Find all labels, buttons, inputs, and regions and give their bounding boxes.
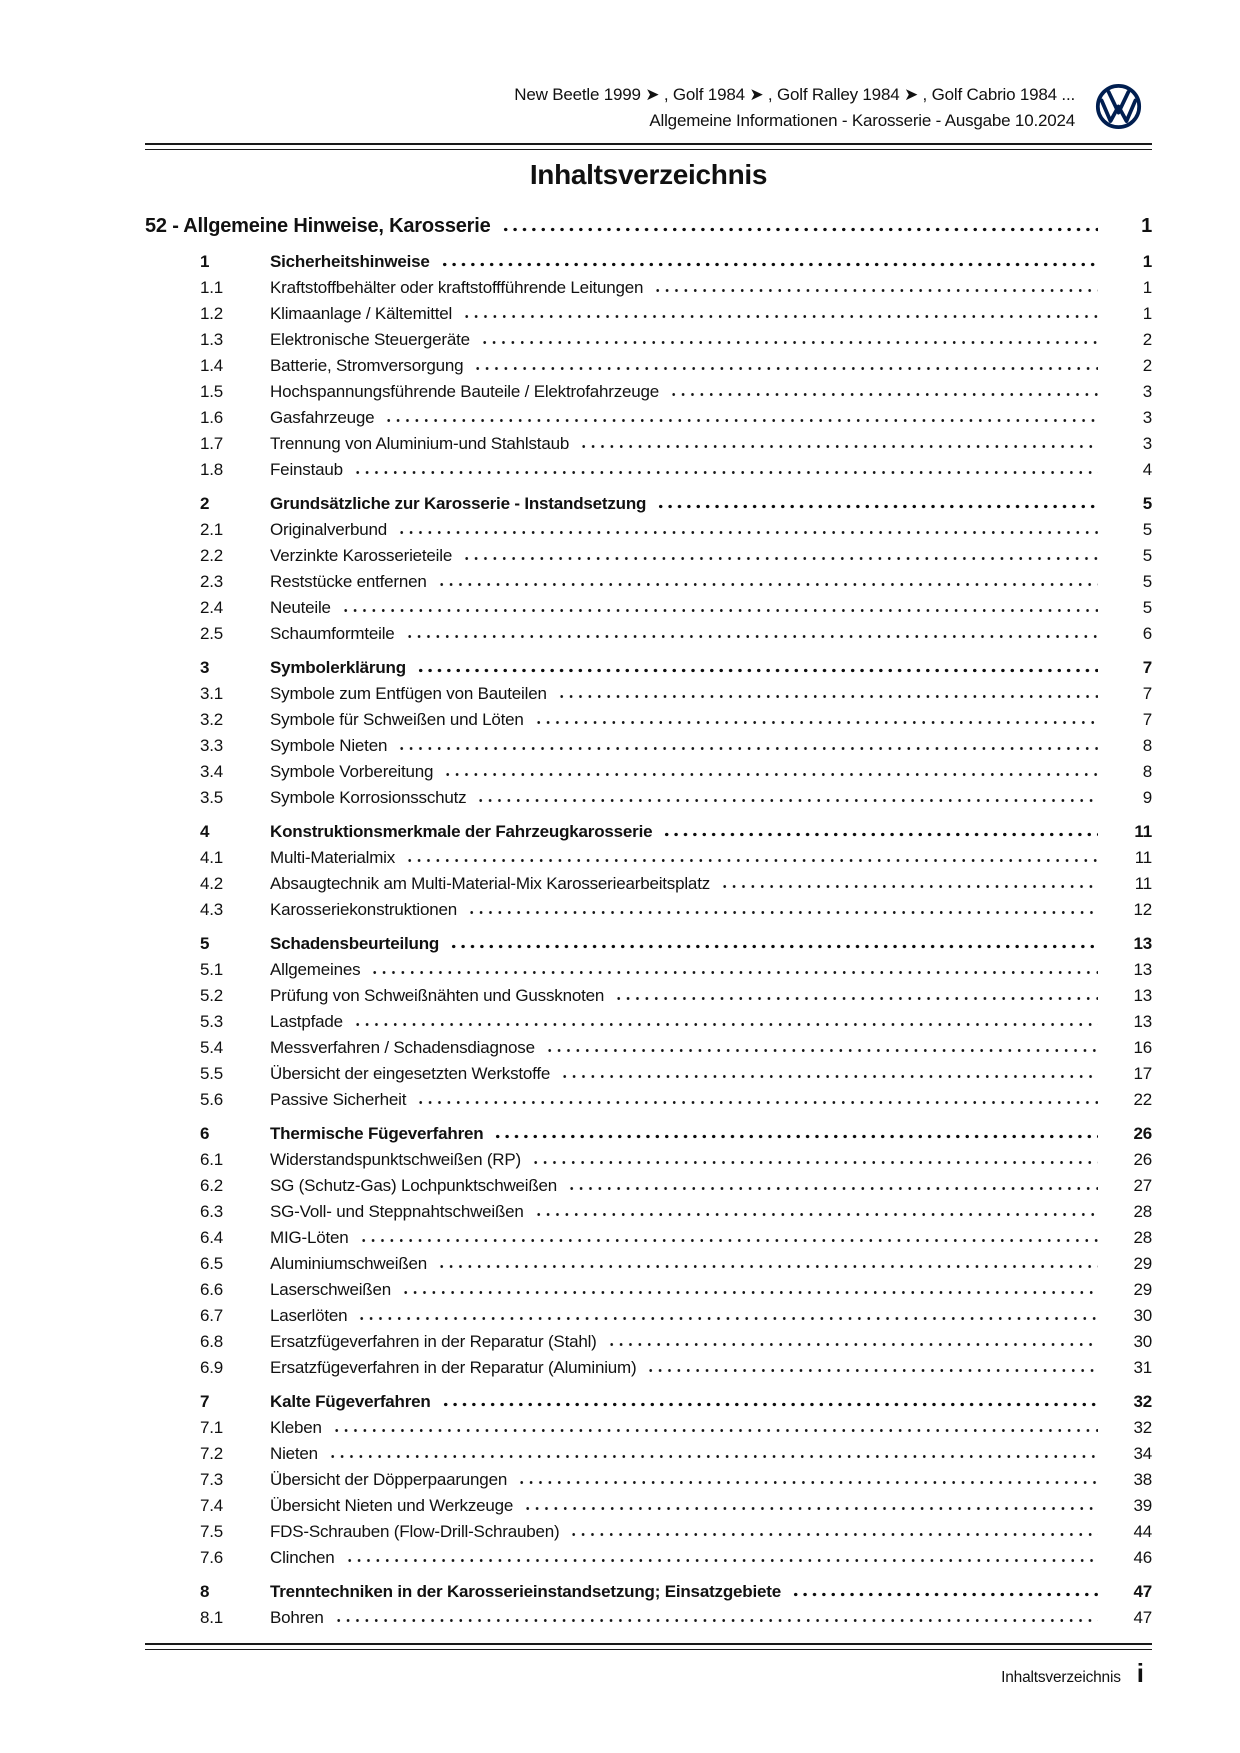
toc-entry-label: Nieten — [270, 1444, 318, 1463]
toc-entry-label: Übersicht der Döpperpaarungen — [270, 1470, 508, 1489]
toc-entry-page: 32 — [1133, 1392, 1152, 1411]
dot-leader — [529, 1160, 1098, 1165]
toc-entry-page: 1 — [1142, 278, 1152, 297]
toc-entry-label: Elektronische Steuergeräte — [270, 330, 470, 349]
toc-chapter[interactable] — [145, 214, 1152, 238]
dot-leader — [465, 910, 1098, 915]
toc-entry[interactable] — [200, 1392, 1152, 1412]
dot-leader — [355, 1316, 1098, 1321]
toc-entry[interactable] — [200, 1202, 1152, 1222]
toc-entry-page: 2 — [1142, 356, 1152, 375]
dot-leader — [441, 772, 1098, 777]
toc-entry-label: Schaumformteile — [270, 624, 395, 643]
dot-leader — [403, 634, 1098, 639]
volkswagen-logo-icon — [1095, 83, 1142, 130]
toc-entry-number: 1.2 — [200, 304, 224, 323]
toc-entry-label: Symbole Korrosionsschutz — [270, 788, 467, 807]
toc-entry-number: 3.5 — [200, 788, 224, 807]
toc-entry-page: 11 — [1134, 848, 1152, 867]
dot-leader — [478, 340, 1098, 345]
toc-entry[interactable] — [200, 1012, 1152, 1032]
toc-entry-page: 26 — [1133, 1150, 1152, 1169]
toc-entry[interactable] — [200, 1064, 1152, 1084]
toc-entry-number: 1 — [200, 252, 210, 271]
toc-entry[interactable] — [200, 1332, 1152, 1352]
toc-entry-page: 22 — [1133, 1090, 1152, 1109]
dot-leader — [521, 1506, 1098, 1511]
table-of-contents — [145, 214, 1152, 1628]
toc-entry[interactable] — [200, 1470, 1152, 1490]
dot-leader — [718, 884, 1098, 889]
toc-entry-page: 5 — [1142, 494, 1152, 513]
toc-entry-number: 8 — [200, 1582, 210, 1601]
toc-entry-page: 5 — [1142, 520, 1152, 539]
toc-entry-label: Aluminiumschweißen — [270, 1254, 428, 1273]
toc-entry-label: Schadensbeurteilung — [270, 934, 440, 953]
toc-entry-label: Batterie, Stromversorgung — [270, 356, 464, 375]
toc-entry-number: 5.2 — [200, 986, 224, 1005]
toc-entry-page: 46 — [1133, 1548, 1152, 1567]
toc-entry-page: 13 — [1133, 986, 1152, 1005]
toc-entries — [145, 252, 1152, 1628]
toc-entry[interactable] — [200, 1358, 1152, 1378]
toc-entry-page: 13 — [1133, 960, 1152, 979]
toc-entry-page: 5 — [1142, 546, 1152, 565]
toc-entry-number: 6.8 — [200, 1332, 224, 1351]
header-info-line: Allgemeine Informationen - Karosserie - Ausgabe 10.2024 — [649, 111, 1075, 130]
toc-entry[interactable] — [200, 1254, 1152, 1274]
toc-entry-label: Originalverbund — [270, 520, 388, 539]
toc-entry[interactable] — [200, 848, 1152, 868]
toc-entry-label: Übersicht Nieten und Werkzeuge — [270, 1496, 514, 1515]
page-header — [145, 0, 1152, 134]
toc-entry[interactable] — [200, 1444, 1152, 1464]
toc-entry-label: SG-Voll- und Steppnahtschweißen — [270, 1202, 524, 1221]
toc-entry-label: Sicherheitshinweise — [270, 252, 430, 271]
toc-entry-number: 1.7 — [200, 434, 224, 453]
dot-leader — [339, 608, 1098, 613]
toc-entry-page: 11 — [1134, 822, 1152, 841]
toc-entry[interactable] — [200, 960, 1152, 980]
dot-leader — [558, 1074, 1098, 1079]
toc-entry[interactable] — [200, 546, 1152, 566]
toc-entry-label: FDS-Schrauben (Flow-Drill-Schrauben) — [270, 1522, 560, 1541]
dot-leader — [577, 444, 1098, 449]
toc-entry-page: 29 — [1133, 1280, 1152, 1299]
toc-entry-number: 6.3 — [200, 1202, 224, 1221]
toc-entry-label: Ersatzfügeverfahren in der Reparatur (Stahl) — [270, 1332, 597, 1351]
toc-entry[interactable] — [200, 986, 1152, 1006]
toc-entry-label: MIG-Löten — [270, 1228, 349, 1247]
toc-entry-number: 6.1 — [200, 1150, 224, 1169]
dot-leader — [605, 1342, 1098, 1347]
toc-entry-page: 16 — [1133, 1038, 1152, 1057]
toc-entry-number: 7.2 — [200, 1444, 224, 1463]
toc-entry-label: Symbole für Schweißen und Löten — [270, 710, 524, 729]
footer-label: Inhaltsverzeichnis — [1001, 1669, 1121, 1686]
toc-entry-page: 44 — [1133, 1522, 1152, 1541]
dot-leader — [654, 504, 1098, 509]
dot-leader — [439, 1402, 1098, 1407]
toc-entry[interactable] — [200, 874, 1152, 894]
toc-entry-number: 6.5 — [200, 1254, 224, 1273]
toc-entry-number: 3.1 — [200, 684, 224, 703]
toc-entry-page: 28 — [1133, 1228, 1152, 1247]
toc-entry-page: 3 — [1142, 434, 1152, 453]
toc-entry-number: 2.1 — [200, 520, 224, 539]
header-rule — [145, 143, 1152, 150]
toc-entry-number: 4.2 — [200, 874, 224, 893]
toc-entry-number: 1.4 — [200, 356, 224, 375]
toc-entry-label: Multi-Materialmix — [270, 848, 396, 867]
toc-entry[interactable] — [200, 1176, 1152, 1196]
toc-entry-label: Feinstaub — [270, 460, 343, 479]
toc-entry-number: 6.4 — [200, 1228, 224, 1247]
dot-leader — [435, 1264, 1098, 1269]
toc-entry-number: 3.2 — [200, 710, 224, 729]
toc-entry-page: 13 — [1133, 1012, 1152, 1031]
page-footer — [145, 1643, 1152, 1687]
toc-entry-page: 29 — [1133, 1254, 1152, 1273]
dot-leader — [651, 288, 1098, 293]
dot-leader — [532, 720, 1098, 725]
dot-leader — [399, 1290, 1098, 1295]
dot-leader — [447, 944, 1098, 949]
toc-entry[interactable] — [200, 408, 1152, 428]
toc-entry-page: 17 — [1133, 1064, 1152, 1083]
toc-entry-page: 28 — [1133, 1202, 1152, 1221]
toc-entry-number: 2 — [200, 494, 210, 513]
toc-entry[interactable] — [200, 572, 1152, 592]
toc-entry-number: 4.3 — [200, 900, 224, 919]
toc-entry-number: 1.8 — [200, 460, 224, 479]
dot-leader — [382, 418, 1098, 423]
toc-entry-page: 7 — [1142, 684, 1152, 703]
toc-entry-label: Passive Sicherheit — [270, 1090, 407, 1109]
toc-entry-label: Verzinkte Karosserieteile — [270, 546, 453, 565]
dot-leader — [567, 1532, 1098, 1537]
toc-entry-label: Übersicht der eingesetzten Werkstoffe — [270, 1064, 551, 1083]
toc-entry[interactable] — [200, 658, 1152, 678]
toc-entry[interactable] — [200, 934, 1152, 954]
toc-entry-label: Reststücke entfernen — [270, 572, 427, 591]
toc-entry-number: 7.4 — [200, 1496, 224, 1515]
toc-entry-label: Kleben — [270, 1418, 322, 1437]
toc-entry-page: 32 — [1133, 1418, 1152, 1437]
dot-leader — [491, 1134, 1098, 1139]
toc-entry-label: Gasfahrzeuge — [270, 408, 375, 427]
toc-entry-page: 30 — [1133, 1332, 1152, 1351]
toc-entry-number: 5 — [200, 934, 210, 953]
toc-entry[interactable] — [200, 1548, 1152, 1568]
toc-entry[interactable] — [200, 460, 1152, 480]
toc-entry-page: 47 — [1133, 1608, 1152, 1627]
toc-entry-label: Messverfahren / Schadensdiagnose — [270, 1038, 535, 1057]
dot-leader — [351, 1022, 1098, 1027]
toc-entry[interactable] — [200, 736, 1152, 756]
dot-leader — [330, 1428, 1098, 1433]
toc-entry-label: Symbolerklärung — [270, 658, 406, 677]
toc-entry-page: 9 — [1142, 788, 1152, 807]
toc-entry-page: 7 — [1142, 658, 1152, 677]
toc-entry-label: Bohren — [270, 1608, 324, 1627]
toc-entry[interactable] — [200, 1608, 1152, 1628]
toc-entry[interactable] — [200, 356, 1152, 376]
toc-entry-number: 6.9 — [200, 1358, 224, 1377]
toc-entry[interactable] — [200, 598, 1152, 618]
dot-leader — [351, 470, 1098, 475]
toc-entry-number: 2.2 — [200, 546, 224, 565]
toc-entry-number: 5.1 — [200, 960, 224, 979]
toc-entry-number: 8.1 — [200, 1608, 224, 1627]
toc-entry-label: Karosseriekonstruktionen — [270, 900, 458, 919]
toc-entry-page: 34 — [1133, 1444, 1152, 1463]
dot-leader — [532, 1212, 1098, 1217]
toc-entry[interactable] — [200, 434, 1152, 454]
toc-entry[interactable] — [200, 710, 1152, 730]
toc-entry[interactable] — [200, 900, 1152, 920]
toc-entry[interactable] — [200, 1150, 1152, 1170]
toc-entry-label: Widerstandspunktschweißen (RP) — [270, 1150, 521, 1169]
toc-entry[interactable] — [200, 252, 1152, 272]
toc-entry[interactable] — [200, 1582, 1152, 1602]
dot-leader — [543, 1048, 1098, 1053]
toc-entry-label: Konstruktionsmerkmale der Fahrzeugkarosserie — [270, 822, 653, 841]
toc-entry-number: 1.1 — [200, 278, 224, 297]
toc-entry[interactable] — [200, 762, 1152, 782]
toc-entry-number: 1.6 — [200, 408, 224, 427]
toc-entry-number: 4.1 — [200, 848, 224, 867]
toc-entry[interactable] — [200, 684, 1152, 704]
dot-leader — [499, 227, 1098, 232]
toc-entry-page: 13 — [1133, 934, 1152, 953]
toc-entry-number: 7.5 — [200, 1522, 224, 1541]
dot-leader — [515, 1480, 1098, 1485]
toc-entry-number: 7 — [200, 1392, 210, 1411]
dot-leader — [460, 556, 1098, 561]
footer-rule — [145, 1643, 1152, 1650]
toc-chapter-page: 1 — [1141, 215, 1152, 237]
toc-entry-number: 3.4 — [200, 762, 224, 781]
toc-entry-number: 5.6 — [200, 1090, 224, 1109]
dot-leader — [435, 582, 1098, 587]
dot-leader — [789, 1592, 1098, 1597]
toc-entry-label: SG (Schutz-Gas) Lochpunktschweißen — [270, 1176, 558, 1195]
dot-leader — [414, 668, 1098, 673]
toc-entry-page: 7 — [1142, 710, 1152, 729]
toc-entry-label: Klimaanlage / Kältemittel — [270, 304, 453, 323]
dot-leader — [332, 1618, 1098, 1623]
toc-entry[interactable] — [200, 1228, 1152, 1248]
toc-entry[interactable] — [200, 1496, 1152, 1516]
toc-entry-label: Thermische Fügeverfahren — [270, 1124, 484, 1143]
dot-leader — [565, 1186, 1098, 1191]
toc-entry-page: 2 — [1142, 330, 1152, 349]
toc-entry-page: 38 — [1133, 1470, 1152, 1489]
toc-entry-number: 7.3 — [200, 1470, 224, 1489]
toc-entry-number: 6.6 — [200, 1280, 224, 1299]
toc-entry-page: 47 — [1133, 1582, 1152, 1601]
toc-entry[interactable] — [200, 1090, 1152, 1110]
dot-leader — [395, 530, 1098, 535]
toc-entry[interactable] — [200, 520, 1152, 540]
toc-entry-number: 2.3 — [200, 572, 224, 591]
toc-entry[interactable] — [200, 304, 1152, 324]
footer-page-number: i — [1136, 1658, 1144, 1688]
dot-leader — [438, 262, 1098, 267]
toc-entry-number: 3 — [200, 658, 210, 677]
page-title: Inhaltsverzeichnis — [529, 159, 768, 190]
dot-leader — [414, 1100, 1098, 1105]
toc-entry-label: Hochspannungsführende Bauteile / Elektrofahrzeuge — [270, 382, 660, 401]
toc-entry-label: Symbole zum Entfügen von Bauteilen — [270, 684, 547, 703]
toc-chapter-label: 52 - Allgemeine Hinweise, Karosserie — [145, 215, 491, 237]
toc-entry-page: 1 — [1142, 304, 1152, 323]
toc-entry-number: 7.1 — [200, 1418, 224, 1437]
toc-entry[interactable] — [200, 822, 1152, 842]
dot-leader — [660, 832, 1098, 837]
toc-entry-label: Absaugtechnik am Multi-Material-Mix Karosseriearbeitsplatz — [270, 874, 711, 893]
toc-entry-page: 39 — [1133, 1496, 1152, 1515]
toc-entry-number: 1.5 — [200, 382, 224, 401]
toc-entry-page: 26 — [1133, 1124, 1152, 1143]
toc-entry[interactable] — [200, 278, 1152, 298]
toc-entry[interactable] — [200, 1124, 1152, 1144]
toc-entry-page: 6 — [1142, 624, 1152, 643]
toc-entry-label: Trenntechniken in der Karosserieinstandsetzung; Einsatzgebiete — [270, 1582, 781, 1601]
toc-entry[interactable] — [200, 1038, 1152, 1058]
toc-entry-label: Clinchen — [270, 1548, 335, 1567]
toc-entry-label: Symbole Nieten — [270, 736, 388, 755]
toc-entry-page: 1 — [1142, 252, 1152, 271]
toc-entry[interactable] — [200, 1418, 1152, 1438]
toc-entry[interactable] — [200, 494, 1152, 514]
toc-entry-page: 8 — [1142, 762, 1152, 781]
toc-entry-number: 7.6 — [200, 1548, 224, 1567]
toc-entry-number: 4 — [200, 822, 210, 841]
toc-entry[interactable] — [200, 1522, 1152, 1542]
toc-entry[interactable] — [200, 1306, 1152, 1326]
toc-entry[interactable] — [200, 1280, 1152, 1300]
toc-entry-label: Laserlöten — [270, 1306, 348, 1325]
toc-entry-label: Kalte Fügeverfahren — [270, 1392, 431, 1411]
toc-entry[interactable] — [200, 382, 1152, 402]
dot-leader — [326, 1454, 1098, 1459]
dot-leader — [667, 392, 1098, 397]
toc-entry-page: 11 — [1134, 874, 1152, 893]
dot-leader — [368, 970, 1098, 975]
toc-entry-label: Allgemeines — [270, 960, 361, 979]
toc-entry-label: Kraftstoffbehälter oder kraftstoffführende Leitungen — [270, 278, 644, 297]
toc-entry-number: 5.5 — [200, 1064, 224, 1083]
header-models-line: New Beetle 1999 ➤ , Golf 1984 ➤ , Golf Ralley 1984 ➤ , Golf Cabrio 1984 ... — [514, 85, 1075, 104]
toc-entry-page: 30 — [1133, 1306, 1152, 1325]
toc-entry-label: Ersatzfügeverfahren in der Reparatur (Aluminium) — [270, 1358, 637, 1377]
toc-entry-number: 3.3 — [200, 736, 224, 755]
toc-entry-page: 3 — [1142, 382, 1152, 401]
toc-entry-label: Prüfung von Schweißnähten und Gussknoten — [270, 986, 605, 1005]
toc-entry-label: Lastpfade — [270, 1012, 343, 1031]
toc-entry-page: 8 — [1142, 736, 1152, 755]
dot-leader — [555, 694, 1098, 699]
toc-entry-number: 2.5 — [200, 624, 224, 643]
dot-leader — [403, 858, 1098, 863]
toc-entry-page: 12 — [1133, 900, 1152, 919]
toc-entry-label: Laserschweißen — [270, 1280, 391, 1299]
toc-entry-page: 5 — [1142, 572, 1152, 591]
toc-entry[interactable] — [200, 624, 1152, 644]
dot-leader — [357, 1238, 1098, 1243]
toc-entry[interactable] — [200, 330, 1152, 350]
dot-leader — [474, 798, 1098, 803]
toc-entry[interactable] — [200, 788, 1152, 808]
toc-entry-number: 6 — [200, 1124, 210, 1143]
toc-entry-number: 2.4 — [200, 598, 224, 617]
dot-leader — [460, 314, 1098, 319]
toc-entry-number: 5.3 — [200, 1012, 224, 1031]
dot-leader — [644, 1368, 1098, 1373]
toc-entry-number: 1.3 — [200, 330, 224, 349]
toc-entry-number: 6.7 — [200, 1306, 224, 1325]
toc-entry-label: Grundsätzliche zur Karosserie - Instandsetzung — [270, 494, 647, 513]
toc-entry-page: 3 — [1142, 408, 1152, 427]
toc-entry-label: Symbole Vorbereitung — [270, 762, 434, 781]
toc-entry-number: 6.2 — [200, 1176, 224, 1195]
dot-leader — [471, 366, 1098, 371]
toc-entry-page: 31 — [1133, 1358, 1152, 1377]
toc-entry-page: 27 — [1133, 1176, 1152, 1195]
dot-leader — [343, 1558, 1098, 1563]
dot-leader — [612, 996, 1098, 1001]
toc-entry-number: 5.4 — [200, 1038, 224, 1057]
toc-entry-page: 4 — [1142, 460, 1152, 479]
toc-entry-label: Neuteile — [270, 598, 331, 617]
dot-leader — [395, 746, 1098, 751]
toc-entry-label: Trennung von Aluminium-und Stahlstaub — [270, 434, 570, 453]
toc-entry-page: 5 — [1142, 598, 1152, 617]
